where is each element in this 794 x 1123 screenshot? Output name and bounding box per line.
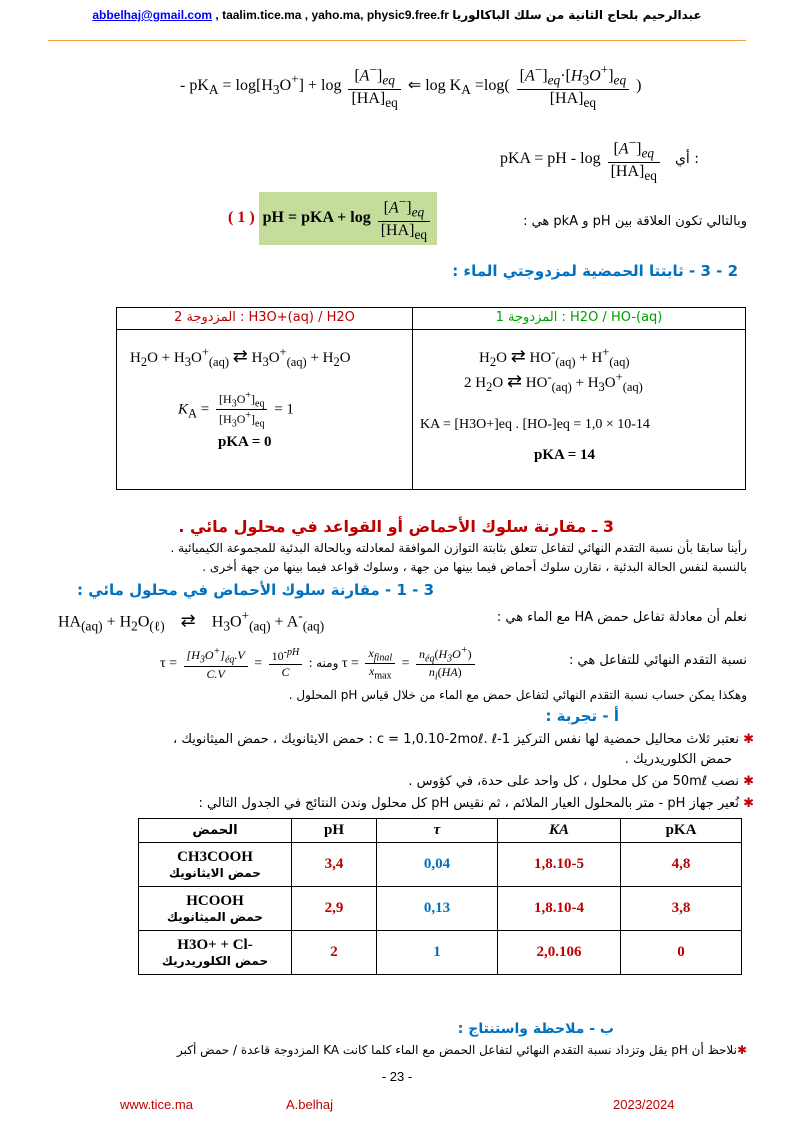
results-header-row	[139, 819, 742, 843]
results-table	[138, 818, 742, 975]
footer-site[interactable]: www.tice.ma	[120, 1097, 193, 1112]
couple-1-body: $H_2O$ ⇄ $HO^-_{(aq)} + H^+_{(aq)}$ 2 $H_2O$ ⇄ $HO^-_{(aq)} + H_3O^+_{(aq)}$ KA = [H3O+]eq . [HO-]eq = 1,0 × 10-14 pKA = 14	[413, 330, 746, 490]
couple-2-body: $H_2O + H_3O^+_{(aq)}$ ⇄ $H_3O^+_{(aq)} + H_2O$ $K_A$ = $\frac{[H_3O^+]_{eq}}{[H_3O^+]_{eq}}$ = 1 pKA = 0	[117, 330, 413, 490]
observation-title: ب - ملاحظة واستنتاج :	[457, 1021, 614, 1037]
couple-1-ka: KA = [H3O+]eq . [HO-]eq = 1,0 × 10-14	[420, 417, 650, 432]
page-number: - 23 -	[381, 1069, 413, 1084]
equation-line-1: - $pK_A = \log[H_3O^+] + \log$ $\frac{[A^-]_{eq}}{[HA]_{eq}}$ ⇐ $\log K_A =\log$( $\frac{[A^-]_{eq}\cdot[H_3O^+]_{eq}}{[HA]_{eq}}$ )	[180, 62, 642, 110]
equation-line-2: pKA = pH - log $\frac{[A^-]_{eq}}{[HA]_{eq}}$ أي :	[500, 135, 699, 183]
acid-cell: HCOOH حمض الميثانويك	[139, 887, 292, 931]
table-row	[139, 931, 742, 975]
col-acid: الحمض	[139, 819, 292, 843]
couple-1-title: المزدوجة 1 : H2O / HO-(aq)	[413, 308, 746, 330]
pka-cell: 4,8	[621, 843, 742, 887]
ai-label: أي :	[674, 151, 699, 168]
acid-reaction: $HA_{(aq)} + H_2O_{(\ell)}$ ⇄ $H_3O^+_{(aq)} + A^-_{(aq)}$	[58, 608, 325, 634]
ka-cell: 1,8.10-4	[498, 887, 621, 931]
tau-intro: نسبة التقدم النهائي للتفاعل هي :	[568, 653, 747, 668]
section-3-p1: رأينا سابقا بأن نسبة التقدم النهائي لتفاعل تتعلق بثابتة التوازن الموافقة لمعادلته وبالحالة البدئية للمجموعة الكيميائية .	[170, 541, 747, 555]
page-header	[0, 8, 794, 22]
experiment-bullet-3: ✱ نُعير جهاز pH - متر بالمحلول العيار الملائم ، ثم نقيس pH كل محلول وندن النتائج في الجدول التالي :	[198, 796, 754, 811]
ka-cell: 2,0.106	[498, 931, 621, 975]
eq1-right: $\log K_A =\log$(	[425, 77, 510, 98]
eq1-frac: $\frac{[A^-]_{eq}}{[HA]_{eq}}$	[348, 62, 400, 111]
pka-cell: 3,8	[621, 887, 742, 931]
couple-1-pka: pKA = 14	[534, 447, 596, 463]
footer-author: A.belhaj	[286, 1097, 333, 1112]
section-3-p2: بالنسبة لنفس الحالة البدئية ، نقارن سلوك أحماض فيما بينها من جهة ، وسلوك قواعد فيما بينها من جهة أخرى .	[202, 560, 747, 574]
email-link[interactable]: abbelhaj@gmail.com	[92, 8, 213, 22]
table-row	[139, 887, 742, 931]
experiment-bullet-2: ✱ نصب 50mℓ من كل محلول ، كل واحد على حدة، في كؤوس .	[408, 774, 754, 789]
relation-label: ( 1 )	[228, 209, 255, 227]
col-tau: τ	[377, 819, 498, 843]
header-others: , taalim.tice.ma , yaho.ma,	[215, 8, 364, 22]
eq1-frac2: $\frac{[A^-]_{eq}\cdot[H_3O^+]_{eq}}{[HA]_{eq}}$	[517, 62, 629, 111]
header-rule	[48, 40, 746, 41]
col-ka: KA	[498, 819, 621, 843]
ph-cell: 2,9	[292, 887, 377, 931]
section-3-1-title: 3 - 1 - مقارنة سلوك الأحماض في محلول مائي :	[76, 581, 434, 599]
relation-box: pH = pKA + log $\frac{[A^-]_{eq}}{[HA]_{eq}}$	[259, 192, 437, 245]
relation-line	[228, 192, 437, 245]
reaction-intro: نعلم أن معادلة تفاعل حمض HA مع الماء هي :	[496, 610, 747, 625]
experiment-bullet-1-cont: حمض الكلوريدريك .	[624, 752, 732, 767]
footer-year: 2023/2024	[613, 1097, 675, 1112]
table-row	[139, 843, 742, 887]
pka-expression: pKA = pH - log	[500, 150, 601, 168]
header-authors: عبدالرحيم بلحاج الثانية من سلك الباكالوريا	[452, 8, 702, 22]
ph-cell: 3,4	[292, 843, 377, 887]
section-2-3-title: 2 - 3 - ثابتتا الحمضية لمزدوجتي الماء :	[452, 262, 738, 280]
acid-cell: CH3COOH حمض الايثانويك	[139, 843, 292, 887]
pka-cell: 0	[621, 931, 742, 975]
observation-text: ✱نلاحظ أن pH يقل وتزداد نسبة التقدم النهائي لتفاعل الحمض مع الماء كلما كانت KA المزدوجة قاعدة / حمض أكبر	[177, 1043, 747, 1057]
water-couples-table	[116, 307, 746, 490]
tau-cell: 1	[377, 931, 498, 975]
col-pka: pKA	[621, 819, 742, 843]
relation-intro: وبالتالي تكون العلاقة بين pH و pkA هي :	[523, 214, 747, 229]
eq1-left: - $pK_A = \log[H_3O^+] + \log$	[180, 71, 342, 98]
section-3-1-conclusion: وهكذا يمكن حساب نسبة التقدم النهائي لتفاعل حمض مع الماء من خلال قياس pH المحلول .	[288, 688, 747, 702]
couple-2-title: المزدوجة 2 : H3O+(aq) / H2O	[117, 308, 413, 330]
acid-cell: H3O+ + Cl- حمض الكلوريدريك	[139, 931, 292, 975]
tau-cell: 0,13	[377, 887, 498, 931]
tau-cell: 0,04	[377, 843, 498, 887]
ka-cell: 1,8.10-5	[498, 843, 621, 887]
couple-2-pka: pKA = 0	[218, 433, 272, 450]
experiment-bullet-1: ✱ نعتبر ثلاث محاليل حمضية لها نفس التركيز c = 1,0.10-2moℓ. ℓ-1 : حمض الايثانويك ، حمض الميثانويك ،	[172, 732, 754, 747]
experiment-title: أ - تجربة :	[545, 707, 619, 725]
ph-cell: 2	[292, 931, 377, 975]
col-ph: pH	[292, 819, 377, 843]
section-3-title: 3 ـ مقارنة سلوك الأحماض أو القواعد في محلول مائي .	[178, 517, 614, 536]
tau-formula: τ = $\frac{[H_3O^+]_{éq}.V}{C.V}$ = $\frac{10^{-pH}}{C}$ : ومنه τ = $\frac{x_{final}}{x_{max}}$ = $\frac{n_{éq}(H_3O^+)}{n_i(HA)}$	[160, 645, 478, 683]
header-site: physic9.free.fr	[366, 8, 449, 22]
